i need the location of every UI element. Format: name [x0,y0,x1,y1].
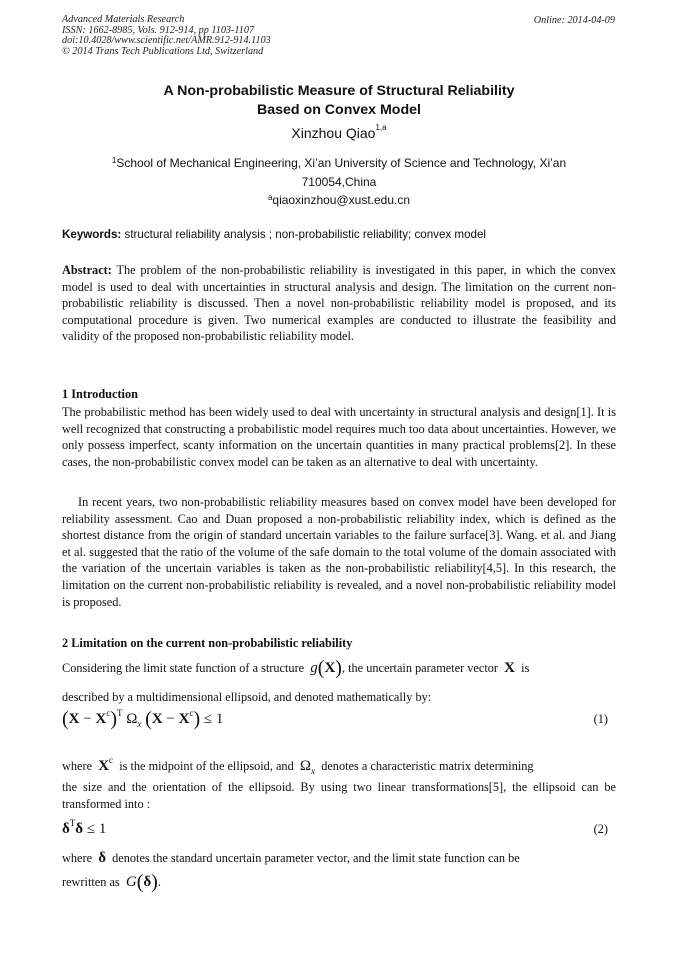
issn-line: ISSN: 1662-8985, Vols. 912-914, pp 1103-1107 [62,24,255,36]
section-2-paragraph-2: where $X^c$ is the midpoint of the ellipsoid, and $\Omega_x$ denotes a characteristic matrix determining [62,755,534,776]
equation-2-number: (2) [593,822,608,836]
abstract-label: Abstract: [62,263,112,277]
paper-title [62,82,616,120]
section-2-paragraph-3-cont: rewritten as G(δ). [62,871,161,893]
email-mark: a [267,193,273,202]
section-2-paragraph-1-cont: described by a multidimensional ellipsoid, and denoted mathematically by: [62,690,432,704]
abstract [62,262,616,345]
symbol-X: X [324,660,336,676]
keywords-text: structural reliability analysis ; non-probabilistic reliability; convex model [124,228,487,241]
equation-1-number: (1) [593,712,608,726]
section-2-paragraph-3: where δ denotes the standard uncertain parameter vector, and the limit state function can be [62,850,520,866]
doi-line: doi:10.4028/www.scientific.net/AMR.912-914.1103 [62,35,271,47]
section-1-paragraph-2: In recent years, two non-probabilistic reliability measures based on convex model have been developed for reliability assessment. Cao and Duan proposed a non-probabilistic reliability index, which is defined as the shortest distance from the origin of standard uncertain variables to the failure surface[3]. Wang. et al. and Jiang et al. suggested that the ratio of the volume of the safe domain to the total volume of the domain associated with the variation of the uncertain variables is taken as the non-probabilistic reliability[4,5]. In this research, the limitation on the current non-probabilistic reliability is revealed, and a novel non-probabilistic reliability model is proposed. [62,495,616,609]
affiliation [62,154,616,210]
affiliation-line-2: 710054,China [301,174,377,189]
section-1-heading: 1 Introduction [62,387,138,401]
author-name: Xinzhou Qiao [291,125,376,141]
section-2-heading: 2 Limitation on the current non-probabilistic reliability [62,636,353,650]
copyright-line: © 2014 Trans Tech Publications Ltd, Switzerland [62,45,264,57]
section-2-paragraph-1: Considering the limit state function of a structure g(X), the uncertain parameter vector X is [62,657,530,679]
symbol-X: X [504,660,515,676]
keywords-label: Keywords: [62,228,122,241]
equation-2: $\delta^T\delta \le 1$ (2) [62,818,608,837]
title-line-1: A Non-probabilistic Measure of Structural Reliability [163,83,515,99]
author-email[interactable]: qiaoxinzhou@xust.edu.cn [272,193,411,207]
affiliation-line-1: School of Mechanical Engineering, Xi’an University of Science and Technology, Xi’an [116,156,567,170]
author-line [62,125,616,141]
author-marks: 1,a [375,123,387,132]
title-line-2: Based on Convex Model [257,102,421,118]
affiliation-mark: 1 [111,156,117,165]
section-2-paragraph-2-cont: the size and the orientation of the ellipsoid. By using two linear transformations[5], the ellipsoid can be transformed into : [62,780,616,811]
journal-header [62,15,271,57]
online-date: Online: 2014-04-09 [533,15,615,26]
equation-1: $(X - X^c)^T$ $\Omega_x$ $(X - X^c) \le 1$ (1) [62,708,608,730]
section-1-paragraph-1: The probabilistic method has been widely used to deal with uncertainty in structural analysis and design[1]. It is well recognized that constructing a probabilistic model requires much too data about uncertainties. However, we only possess imperfect, scanty information on the uncertain quantities in many practical problems[2]. In these cases, the non-probabilistic convex model can be taken as an alternative to deal with uncertainty. [62,405,616,469]
symbol-g: g [310,660,318,676]
keywords [62,228,616,241]
abstract-text: The problem of the non-probabilistic reliability is investigated in this paper, in which the convex model is used to deal with uncertainties in structural analysis and design. The limitation on the current non-probabilistic reliability is discussed. Then a novel non-probabilistic reliability model is proposed, and its computational procedure is given. Two numerical examples are conducted to illustrate the feasibility and validity of the proposed non-probabilistic reliability model. [62,263,616,344]
journal-name: Advanced Materials Research [62,14,185,25]
